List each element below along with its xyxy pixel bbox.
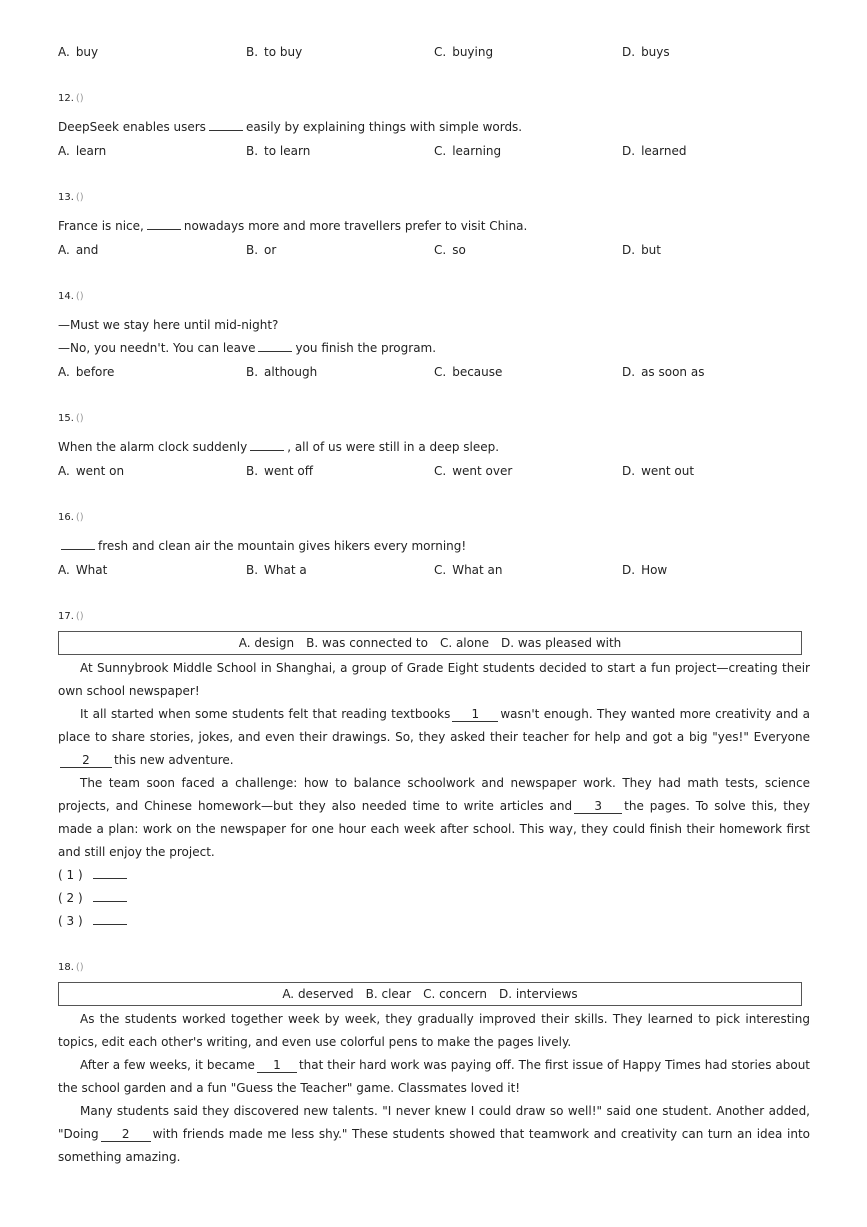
q17-number: 17. (): [58, 611, 84, 622]
q12-option-d[interactable]: D. learned: [622, 143, 687, 158]
answer-blank[interactable]: [93, 866, 127, 879]
q12-options: [58, 139, 810, 163]
q15-option-a[interactable]: A. went on: [58, 463, 125, 478]
q15-option-c[interactable]: C. went over: [434, 463, 513, 478]
q16-option-d[interactable]: D. How: [622, 562, 668, 577]
q11-option-b[interactable]: B. to buy: [246, 44, 303, 59]
q13-stem: France is nice, nowadays more and more travellers prefer to visit China.: [58, 219, 528, 233]
q12-option-b[interactable]: B. to learn: [246, 143, 311, 158]
q15-blank: [250, 438, 284, 451]
q12-blank: [209, 118, 243, 131]
q17-word-bank: A. design B. was connected to C. alone D. was pleased with: [58, 631, 802, 655]
q12-stem: DeepSeek enables users easily by explaining things with simple words.: [58, 120, 523, 134]
q18-blank-2: 2: [101, 1127, 151, 1142]
worksheet: [58, 40, 810, 1169]
q17-blank-3: 3: [574, 799, 622, 814]
q14-option-c[interactable]: C. because: [434, 364, 503, 379]
q18-paragraph-3: Many students said they discovered new talents. "I never knew I could draw so well!" said one student. Another added, "Doing 2 with friends made me less shy." These students showed that teamwork and creativity can turn an idea into something amazing.: [58, 1104, 810, 1164]
q17-answer-2[interactable]: ( 2 ): [58, 887, 810, 910]
q11-option-d[interactable]: D. buys: [622, 44, 670, 59]
q17-paragraph-1: At Sunnybrook Middle School in Shanghai, a group of Grade Eight students decided to start a fun project—creating their own school newspaper!: [58, 661, 810, 698]
q16-number: 16. (): [58, 512, 84, 523]
q18-blank-1: 1: [257, 1058, 297, 1073]
q14-option-a[interactable]: A. before: [58, 364, 115, 379]
q13-option-a[interactable]: A. and: [58, 242, 99, 257]
q16-option-b[interactable]: B. What a: [246, 562, 307, 577]
q13-blank: [147, 217, 181, 230]
q15-number: 15. (): [58, 413, 84, 424]
q12-option-a[interactable]: A. learn: [58, 143, 107, 158]
answer-blank[interactable]: [93, 912, 127, 925]
q13-option-b[interactable]: B. or: [246, 242, 277, 257]
q14-option-d[interactable]: D. as soon as: [622, 364, 705, 379]
q14-number: 14. (): [58, 291, 84, 302]
q16-blank: [61, 537, 95, 550]
q11-option-c[interactable]: C. buying: [434, 44, 494, 59]
q14-dialogue-line-1: —Must we stay here until mid-night?: [58, 318, 279, 332]
q17-blank-2: 2: [60, 753, 112, 768]
q11-options: [58, 40, 810, 64]
q13-options: [58, 238, 810, 262]
q14-blank: [258, 339, 292, 352]
q18-word-bank: A. deserved B. clear C. concern D. interviews: [58, 982, 802, 1006]
q16-stem: fresh and clean air the mountain gives hikers every morning!: [58, 535, 810, 558]
q18-number: 18. (): [58, 962, 84, 973]
q17-answer-1[interactable]: ( 1 ): [58, 864, 810, 887]
q15-option-d[interactable]: D. went out: [622, 463, 695, 478]
q14-options: [58, 360, 810, 384]
q16-option-a[interactable]: A. What: [58, 562, 108, 577]
q15-option-b[interactable]: B. went off: [246, 463, 313, 478]
answer-blank[interactable]: [93, 889, 127, 902]
q13-option-c[interactable]: C. so: [434, 242, 466, 257]
q17-paragraph-2: It all started when some students felt that reading textbooks 1 wasn't enough. They wanted more creativity and a place to share stories, jokes, and even their drawings. So, they asked their teacher for help and got a big "yes!" Everyone2 this new adventure.: [58, 707, 810, 767]
q18-paragraph-1: As the students worked together week by week, they gradually improved their skills. They learned to pick interesting topics, edit each other's writing, and even use colorful pens to make the pages lively.: [58, 1012, 810, 1049]
q17-answer-3[interactable]: ( 3 ): [58, 910, 810, 933]
q14-stem: —No, you needn't. You can leave you finish the program.: [58, 341, 437, 355]
q18-paragraph-2: After a few weeks, it became 1 that their hard work was paying off. The first issue of Happy Times had stories about the school garden and a fun "Guess the Teacher" game. Classmates loved it!: [58, 1058, 811, 1095]
q16-option-c[interactable]: C. What an: [434, 562, 503, 577]
q15-stem: When the alarm clock suddenly , all of us were still in a deep sleep.: [58, 440, 500, 454]
q13-number: 13. (): [58, 192, 84, 203]
q15-options: [58, 459, 810, 483]
q11-option-a[interactable]: A. buy: [58, 44, 99, 59]
q14-option-b[interactable]: B. although: [246, 364, 318, 379]
q16-options: [58, 558, 810, 582]
q12-number: 12. (): [58, 93, 84, 104]
q12-option-c[interactable]: C. learning: [434, 143, 502, 158]
q17-blank-1: 1: [452, 707, 498, 722]
q17-paragraph-3: The team soon faced a challenge: how to balance schoolwork and newspaper work. They had math tests, science projects, and Chinese homework—but they also needed time to write articles and 3 the pages. To solve this, they made a plan: work on the newspaper for one hour each week after school. This way, they could finish their homework first and still enjoy the project.: [58, 776, 810, 859]
q13-option-d[interactable]: D. but: [622, 242, 661, 257]
